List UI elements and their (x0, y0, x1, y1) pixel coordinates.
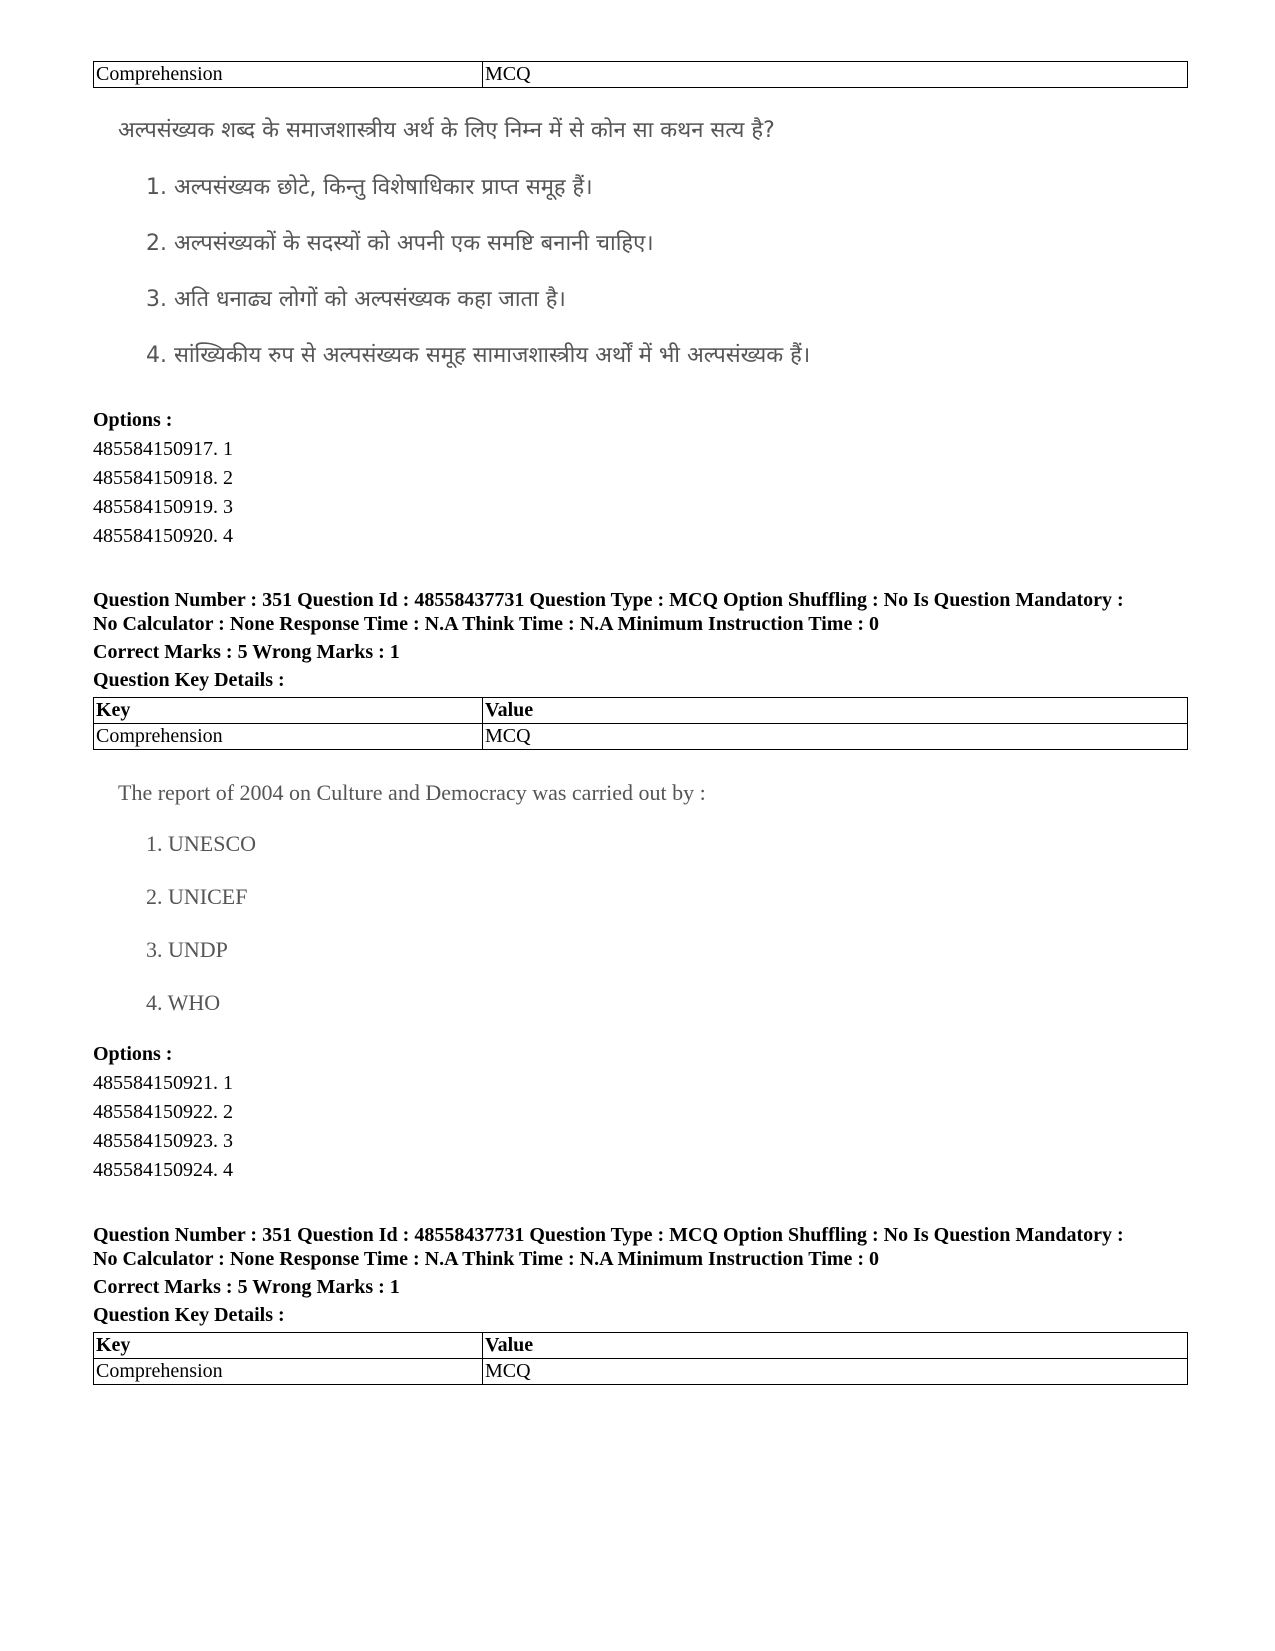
table-row (94, 1359, 1188, 1385)
question-key-table (93, 697, 1188, 750)
question-key-details-label: Question Key Details : (93, 669, 285, 691)
top-key-value-table (93, 61, 1188, 88)
option-id: 485584150922. 2 (93, 1101, 233, 1123)
question-meta (93, 1223, 1124, 1327)
question-meta-line: No Calculator : None Response Time : N.A Think Time : N.A Minimum Instruction Time : 0 (93, 613, 879, 635)
table-cell-value: MCQ (483, 724, 1188, 750)
table-cell-key: Comprehension (94, 1359, 483, 1385)
question-option: 2. UNICEF (146, 884, 248, 909)
option-id: 485584150923. 3 (93, 1130, 233, 1152)
options-label: Options : (93, 1043, 173, 1065)
question-option: 1. अल्पसंख्यक छोटे, किन्तु विशेषाधिकार प्राप्त समूह हैं। (146, 175, 593, 200)
table-cell-value: MCQ (483, 62, 1188, 88)
question-option: 4. WHO (146, 990, 221, 1015)
question-meta-line: Question Number : 351 Question Id : 48558437731 Question Type : MCQ Option Shuffling : No Is Question Mandatory : (93, 589, 1124, 611)
option-id: 485584150924. 4 (93, 1159, 233, 1181)
option-id: 485584150917. 1 (93, 438, 233, 460)
question-option: 3. UNDP (146, 937, 228, 962)
options-list (93, 406, 233, 551)
option-id: 485584150919. 3 (93, 496, 233, 518)
question-meta-line: No Calculator : None Response Time : N.A Think Time : N.A Minimum Instruction Time : 0 (93, 1248, 879, 1270)
question-stem: अल्पसंख्यक शब्द के समाजशास्त्रीय अर्थ के लिए निम्न में से कोन सा कथन सत्य है? (118, 118, 775, 143)
question-option: 3. अति धनाढ्य लोगों को अल्पसंख्यक कहा जाता है। (146, 287, 566, 312)
question-image-hindi (118, 116, 1118, 386)
question-meta-line: Question Number : 351 Question Id : 48558437731 Question Type : MCQ Option Shuffling : No Is Question Mandatory : (93, 1224, 1124, 1246)
options-list (93, 1040, 233, 1185)
table-cell-key: Comprehension (94, 62, 483, 88)
question-option: 2. अल्पसंख्यकों के सदस्यों को अपनी एक समष्टि बनानी चाहिए। (146, 231, 654, 256)
question-option: 1. UNESCO (146, 831, 257, 856)
table-row (94, 62, 1188, 88)
option-id: 485584150918. 2 (93, 467, 233, 489)
table-header-row (94, 698, 1188, 724)
table-row (94, 724, 1188, 750)
option-id: 485584150920. 4 (93, 525, 233, 547)
table-header-value: Value (483, 1333, 1188, 1359)
table-header-key: Key (94, 698, 483, 724)
table-cell-key: Comprehension (94, 724, 483, 750)
option-id: 485584150921. 1 (93, 1072, 233, 1094)
table-header-value: Value (483, 698, 1188, 724)
question-option: 4. सांख्यिकीय रुप से अल्पसंख्यक समूह सामाजशास्त्रीय अर्थों में भी अल्पसंख्यक हैं। (146, 343, 811, 368)
table-header-row (94, 1333, 1188, 1359)
question-meta (93, 588, 1124, 692)
question-stem: The report of 2004 on Culture and Democracy was carried out by : (118, 780, 706, 805)
options-label: Options : (93, 409, 173, 431)
question-key-details-label: Question Key Details : (93, 1304, 285, 1326)
table-cell-value: MCQ (483, 1359, 1188, 1385)
question-marks: Correct Marks : 5 Wrong Marks : 1 (93, 641, 400, 663)
table-header-key: Key (94, 1333, 483, 1359)
question-key-table (93, 1332, 1188, 1385)
question-marks: Correct Marks : 5 Wrong Marks : 1 (93, 1276, 400, 1298)
question-image-english (118, 778, 1018, 1028)
